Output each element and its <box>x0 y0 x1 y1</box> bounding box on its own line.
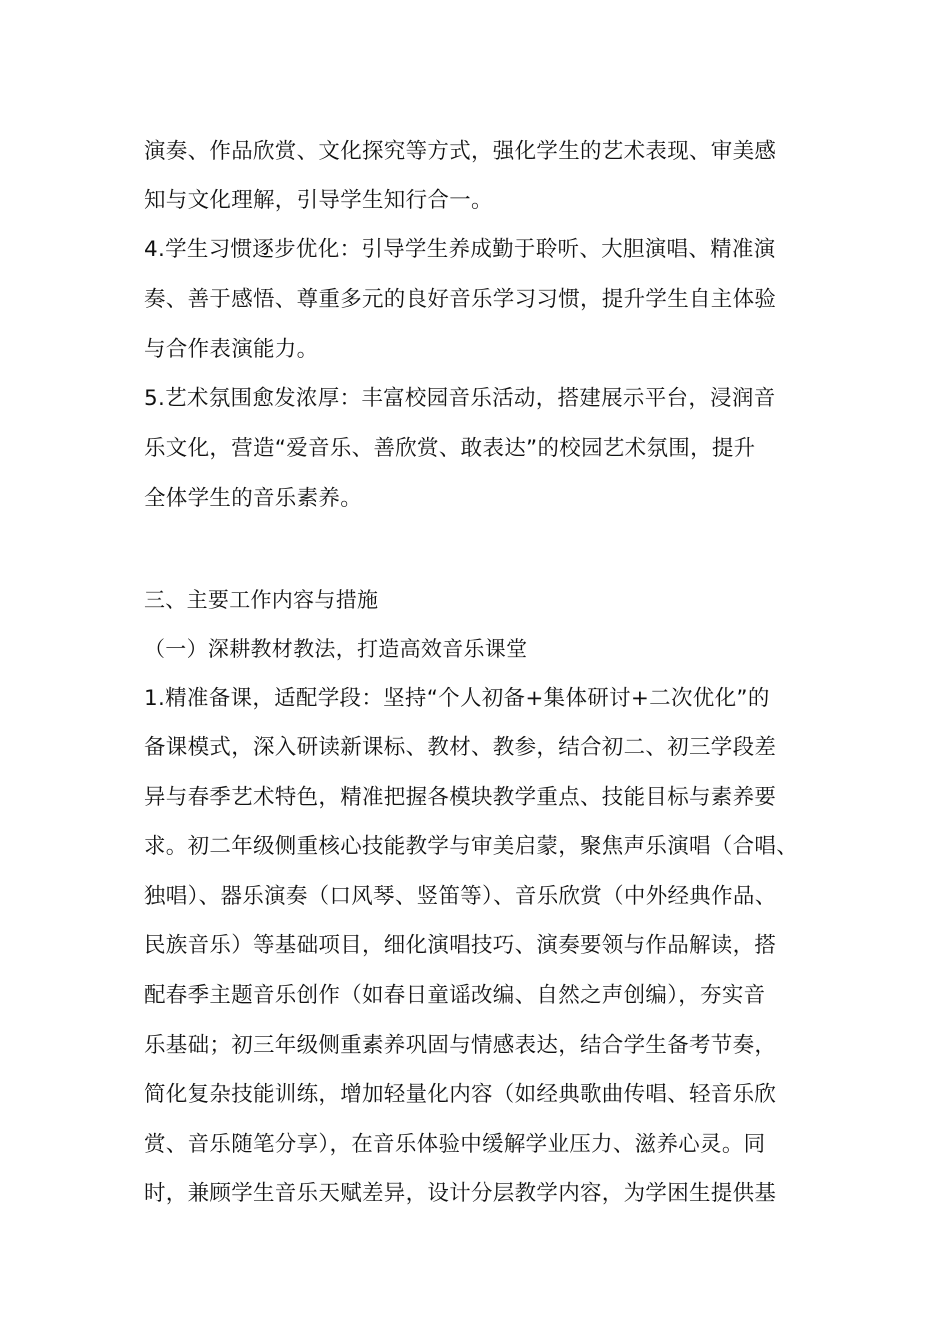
text-line: 5.艺术氛围愈发浓厚：丰富校园音乐活动，搭建展示平台，浸润音 <box>144 386 776 411</box>
text-line: 备课模式，深入研读新课标、教材、教参，结合初二、初三学段差 <box>144 735 777 760</box>
text-line: 简化复杂技能训练，增加轻量化内容（如经典歌曲传唱、轻音乐欣 <box>144 1082 777 1107</box>
section-heading: 三、主要工作内容与措施 <box>144 588 379 612</box>
text-line: 民族音乐）等基础项目，细化演唱技巧、演奏要领与作品解读，搭 <box>144 933 777 958</box>
text-line: 独唱）、器乐演奏（口风琴、竖笛等）、音乐欣赏（中外经典作品、 <box>144 884 777 909</box>
text-line: 与合作表演能力。 <box>144 337 319 362</box>
text-line: 时，兼顾学生音乐天赋差异，设计分层教学内容，为学困生提供基 <box>144 1181 777 1206</box>
text-line: 赏、音乐随笔分享），在音乐体验中缓解学业压力、滋养心灵。同 <box>144 1132 766 1157</box>
text-line: 异与春季艺术特色，精准把握各模块教学重点、技能目标与素养要 <box>144 785 777 810</box>
text-line: 演奏、作品欣赏、文化探究等方式，强化学生的艺术表现、审美感 <box>144 139 777 164</box>
text-line: 知与文化理解，引导学生知行合一。 <box>144 188 493 213</box>
text-line: 乐文化，营造“爱音乐、善欣赏、敢表达”的校园艺术氛围，提升 <box>144 436 756 461</box>
text-line: 求。初二年级侧重核心技能教学与审美启蒙，聚焦声乐演唱（合唱、 <box>144 834 799 859</box>
text-line: 4.学生习惯逐步优化：引导学生养成勤于聆听、大胆演唱、精准演 <box>144 237 776 262</box>
subsection-heading: （一）深耕教材教法，打造高效音乐课堂 <box>144 637 528 661</box>
text-line: 奏、善于感悟、尊重多元的良好音乐学习习惯，提升学生自主体验 <box>144 287 777 312</box>
text-line: 1.精准备课，适配学段：坚持“个人初备+集体研讨+二次优化”的 <box>144 686 770 711</box>
text-line: 配春季主题音乐创作（如春日童谣改编、自然之声创编），夯实音 <box>144 983 766 1008</box>
text-line: 乐基础；初三年级侧重素养巩固与情感表达，结合学生备考节奏， <box>144 1033 777 1058</box>
text-line: 全体学生的音乐素养。 <box>144 486 363 511</box>
